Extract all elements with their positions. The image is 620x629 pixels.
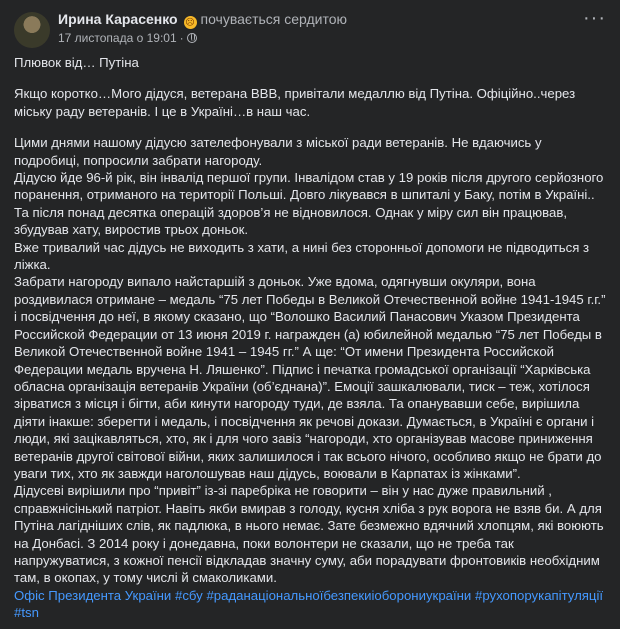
post-paragraph: Цими днями нашому дідусю зателефонували з міської ради ветеранів. Не вдаючись у подробиці, попросили забрати нагороду. — [14, 135, 542, 168]
post-paragraph: Вже тривалий час дідусь не виходить з хати, а нині без сторонньої допомоги не підводиться з ліжка. — [14, 239, 590, 273]
angry-face-icon: ☹ — [185, 17, 195, 27]
hashtag-link[interactable]: #рухопорукапітуляції — [474, 587, 604, 603]
post-meta — [58, 30, 347, 46]
author-avatar[interactable] — [14, 12, 50, 48]
spacer — [14, 120, 606, 134]
post-title: Плювок від… Путіна — [14, 55, 139, 70]
author-name[interactable]: Ирина Карасенко — [58, 11, 178, 27]
meta-separator: · — [179, 31, 184, 45]
post-date[interactable]: 17 листопада о 19:01 — [58, 31, 177, 45]
post-paragraph: Дідусю йде 96-й рік, він інвалід першої групи. Інвалідом став у 19 років після другого серйозного поранення, отриманого на території Польші. Довго лікувався в шпиталі у Баку, потім в Україні.. Та після понад десятка операцій здоров’я не відновилося. Однак у міру сил він працював, збудував хату, виростив трьох доньок. — [14, 170, 604, 238]
globe-icon[interactable] — [187, 33, 197, 43]
spacer — [14, 71, 606, 85]
hashtag-link[interactable]: #раданаціональноїбезпекиіоборониукраїни — [206, 587, 472, 603]
more-options-icon[interactable]: ··· — [583, 7, 606, 29]
post-intro: Якщо коротко…Мого дідуся, ветерана ВВВ, привітали медаллю від Путіна. Офіційно..через міську раду ветеранів. І це в Україні…в наш час. — [14, 86, 576, 119]
post-paragraph: Дідусеві вирішили про “привіт” із-зі паребріка не говорити – він у нас дуже правильний , справжнісінький патріот. Навіть якби вмирав з голоду, кусня хліба з рук ворога не взяв би. А для Путіна лагідніших слів, як падлюка, в нього немає. Зате безмежно вдячний хлопцям, які воюють на Донбасі. З 2014 року і донедавна, поки волонтери не сказали, що не треба так напружуватися, з кожної пенсії відкладав значну суму, аби порадувати фронтовиків необхідним там, в окопах, у тому числі й смаколиками. — [14, 483, 604, 586]
author-line — [58, 10, 347, 29]
header-text — [58, 10, 347, 46]
post-header — [14, 7, 606, 50]
feeling-status[interactable]: почувається сердитою — [200, 11, 348, 27]
post-body — [14, 54, 606, 622]
hashtag-link[interactable]: #tsn — [14, 605, 39, 621]
office-president-link[interactable]: Офіс Президента України — [14, 587, 172, 603]
hashtag-line — [14, 587, 606, 622]
hashtag-link[interactable]: #сбу — [174, 587, 203, 603]
post-paragraph: Забрати нагороду випало найстаршій з доньок. Уже вдома, одягнувши окуляри, вона роздивилася отримане – медаль “75 лет Победы в Великой Отечественной войне 1941-1945 г.г.” і посвідчення до неї, в якому сказано, що “Волошко Василий Панасович Указом Президента Российской Федерации от 13 июня 2019 г. награжден (а) юбилейной медалью “75 лет Победы в Великой Отечественной войне 1941 – 1945 гг.” А ще: “От имени Президента Российской Федерации медаль вручена Н. Ляшенко”. Підпис і печатка громадської організації “Харківська обласна організація ветеранів України (об’єднана)”. Емоції зашкалювали, тиск – теж, хотілося зірватися з місця і бігти, аби кинути нагороду туди, де взяла. Та опанувавши себе, вирішила діяти інакше: зберегти і медаль, і посвідчення як речові докази. Думається, в Україні є органи і люди, які зацікавляться, хто, як і для чого завіз “нагороди, хто організував масове приниження ветеранів другої світової війни, яких залишилося і так всього нічого, особливо якщо не брати до уваги тих, хто як завжди наголошував наш дідусь, воювали в Карпатах із жінками”. — [14, 274, 606, 481]
